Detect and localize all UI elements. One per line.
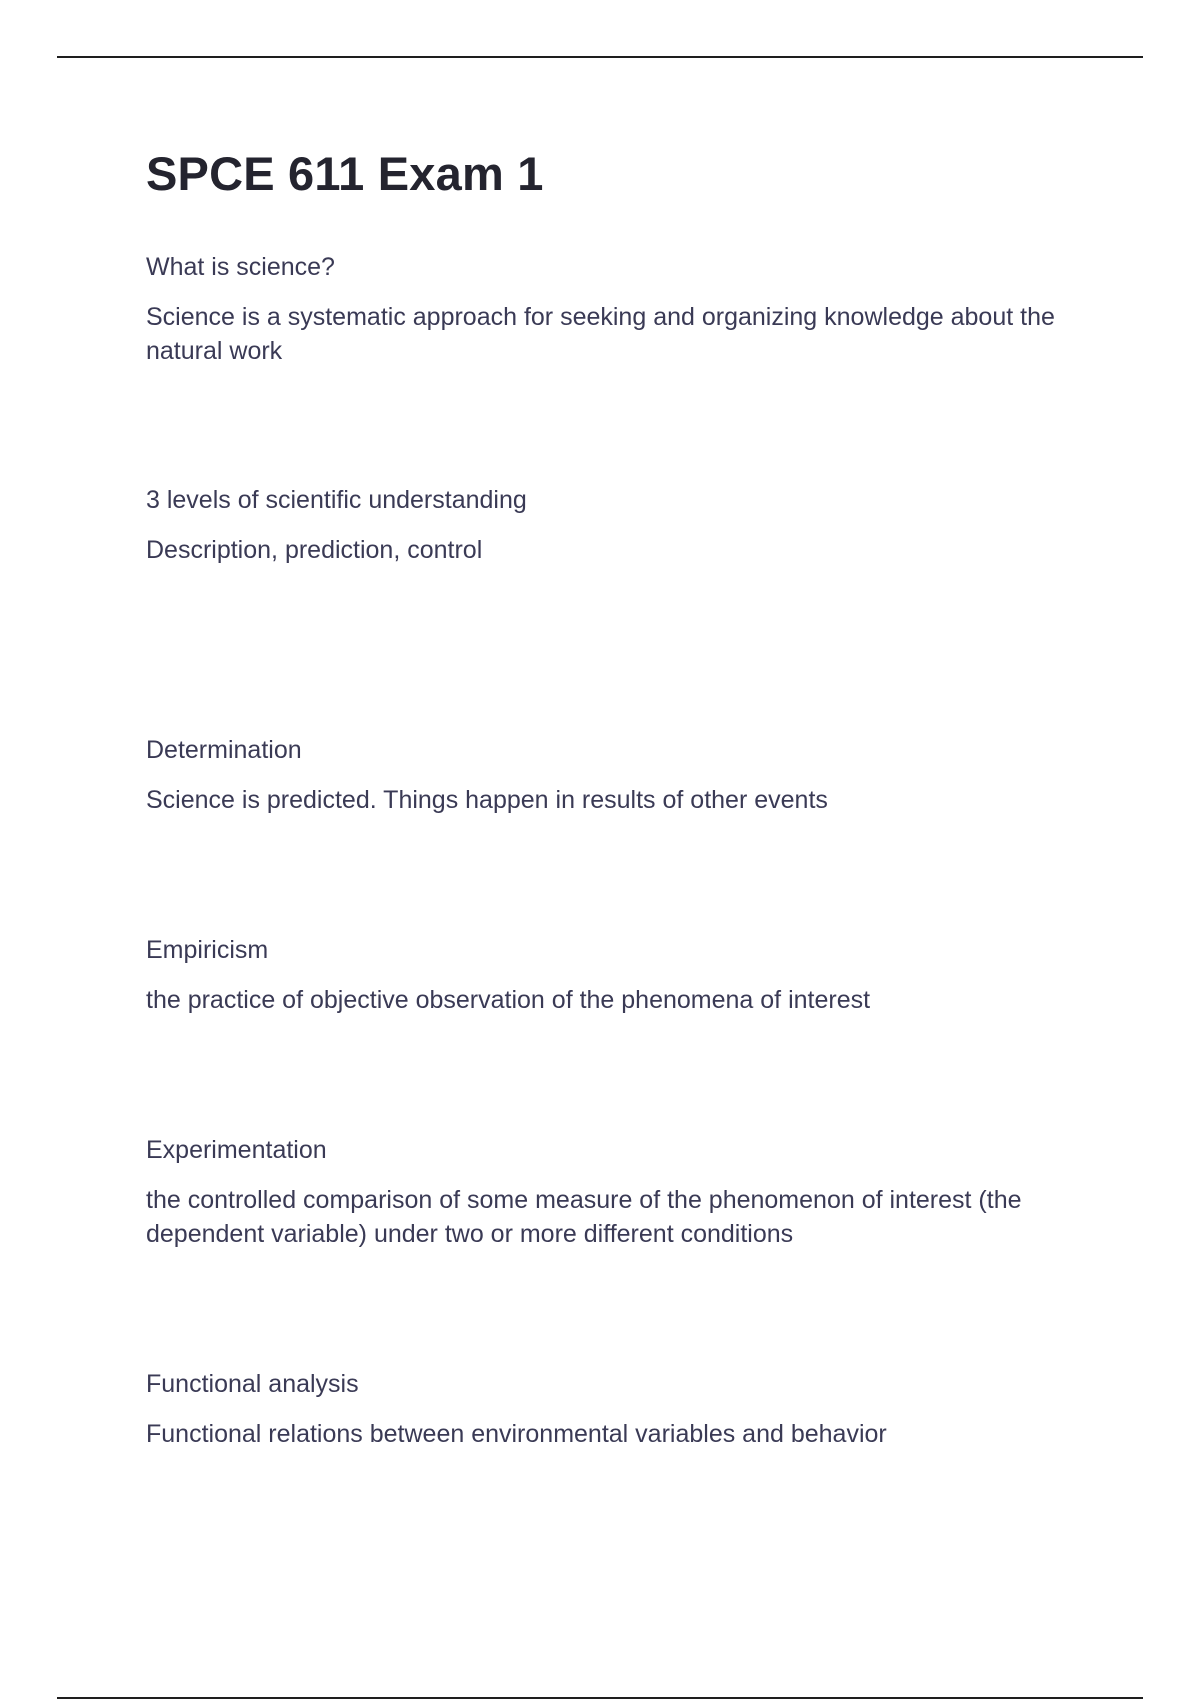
- card-term: Determination: [146, 736, 302, 764]
- flashcard: [146, 933, 1076, 1017]
- card-term: Empiricism: [146, 936, 269, 964]
- flashcard: [146, 250, 1076, 368]
- flashcard: [146, 1367, 1076, 1451]
- bottom-divider: [57, 1697, 1143, 1699]
- card-term: What is science?: [146, 253, 335, 281]
- card-definition: the controlled comparison of some measure of the phenomenon of interest (the dependent variable) under two or more different conditions: [146, 1186, 1022, 1248]
- card-term: Experimentation: [146, 1136, 327, 1164]
- card-definition: Science is predicted. Things happen in results of other events: [146, 786, 828, 814]
- card-definition: the practice of objective observation of the phenomena of interest: [146, 986, 871, 1014]
- document-title: SPCE 611 Exam 1: [146, 147, 544, 200]
- card-term: Functional analysis: [146, 1370, 359, 1398]
- card-term: 3 levels of scientific understanding: [146, 486, 527, 514]
- card-definition: Description, prediction, control: [146, 536, 483, 564]
- document-header: [146, 140, 1076, 208]
- flashcard: [146, 1133, 1076, 1251]
- flashcard: [146, 733, 1076, 817]
- top-divider: [57, 56, 1143, 58]
- card-definition: Functional relations between environmental variables and behavior: [146, 1420, 887, 1448]
- flashcard: [146, 483, 1076, 567]
- card-definition: Science is a systematic approach for seeking and organizing knowledge about the natural work: [146, 303, 1055, 365]
